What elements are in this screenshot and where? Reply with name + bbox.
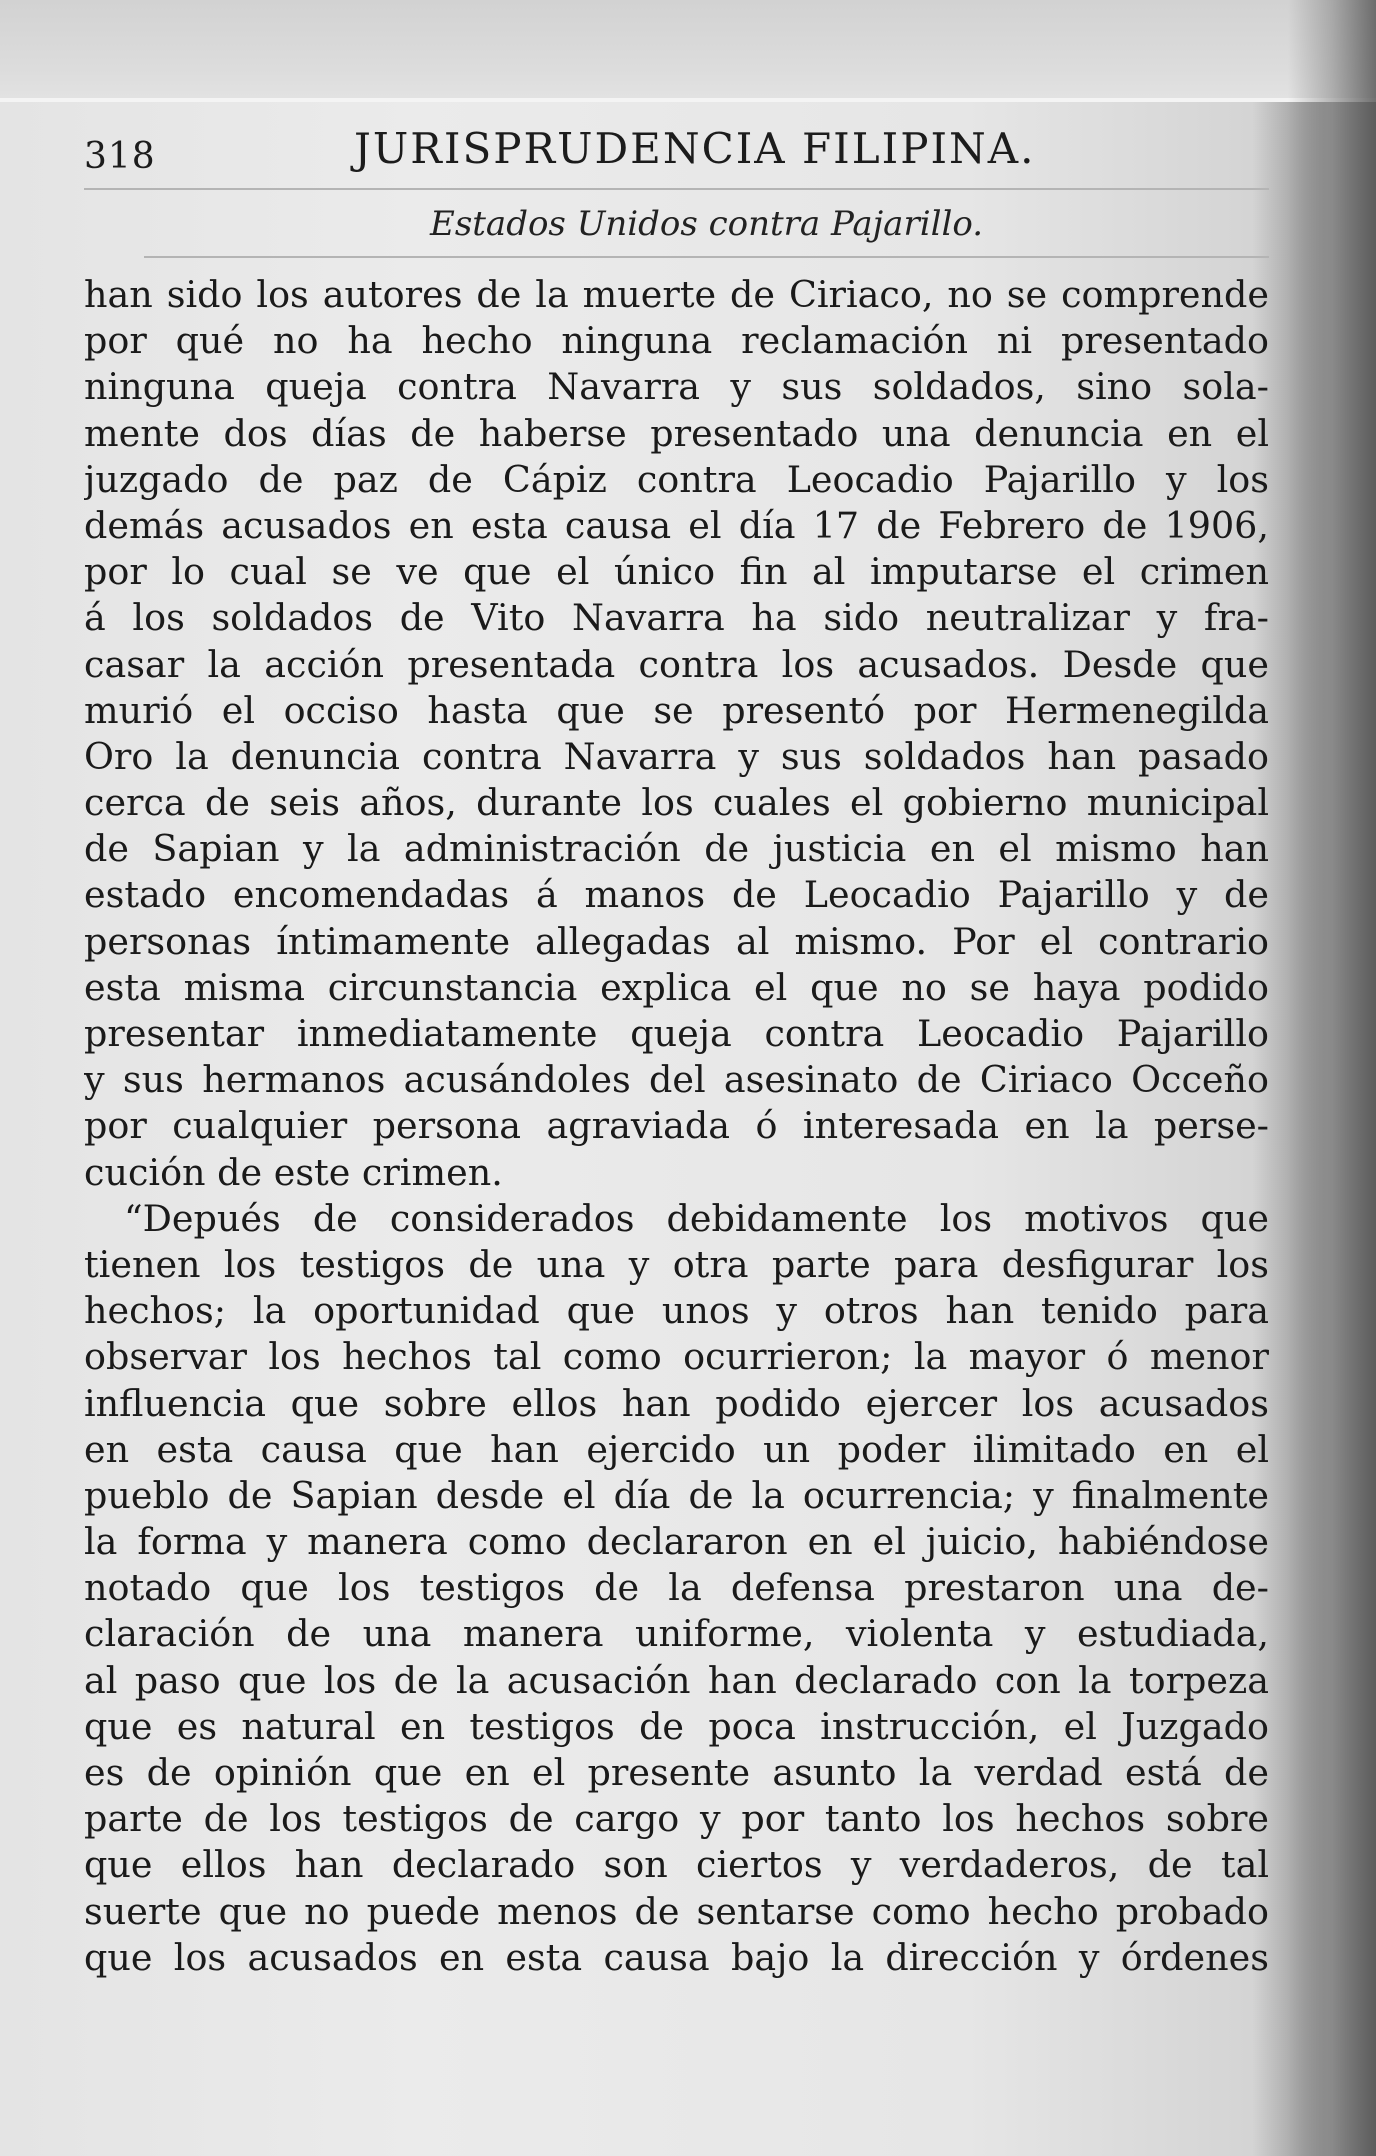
- text-line: de Sapian y la administración de justicia en el mismo han: [84, 827, 1269, 871]
- text-line: por cualquier persona agraviada ó interesada en la perse-: [84, 1104, 1269, 1148]
- case-title: Estados Unidos contra Pajarillo.: [144, 190, 1269, 258]
- text-line: personas íntimamente allegadas al mismo. Por el contrario: [84, 919, 1269, 963]
- text-line: mente dos días de haberse presentado una denuncia en el: [84, 411, 1269, 455]
- text-line: por qué no ha hecho ninguna reclamación ni presentado: [84, 319, 1269, 363]
- text-line: cución de este crimen.: [84, 1150, 503, 1194]
- page-content: [84, 118, 1269, 1981]
- text-line: murió el occiso hasta que se presentó por Hermenegilda: [84, 688, 1269, 732]
- text-line: por lo cual se ve que el único fin al imputarse el crimen: [84, 550, 1269, 594]
- text-line: casar la acción presentada contra los acusados. Desde que: [84, 642, 1269, 686]
- text-line: notado que los testigos de la defensa prestaron una de-: [84, 1566, 1269, 1610]
- page-number: 318: [84, 136, 156, 177]
- text-line: es de opinión que en el presente asunto la verdad está de: [84, 1751, 1269, 1794]
- text-line: que los acusados en esta causa bajo la dirección y órdenes: [84, 1935, 1269, 1979]
- text-line: parte de los testigos de cargo y por tanto los hechos sobre: [84, 1797, 1269, 1841]
- text-line: observar los hechos tal como ocurrieron; la mayor ó menor: [84, 1335, 1269, 1379]
- text-line: demás acusados en esta causa el día 17 de Febrero de 1906,: [84, 503, 1269, 547]
- text-line: juzgado de paz de Cápiz contra Leocadio Pajarillo y los: [84, 457, 1269, 501]
- text-line: hechos; la oportunidad que unos y otros han tenido para: [84, 1289, 1269, 1333]
- page-header: [84, 118, 1269, 190]
- text-line: han sido los autores de la muerte de Ciriaco, no se comprende: [84, 273, 1269, 316]
- text-line: que ellos han declarado son ciertos y verdaderos, de tal: [84, 1843, 1269, 1887]
- text-line: suerte que no puede menos de sentarse como hecho probado: [84, 1889, 1269, 1933]
- text-line: estado encomendadas á manos de Leocadio Pajarillo y de: [84, 873, 1269, 917]
- text-line: Oro la denuncia contra Navarra y sus soldados han pasado: [84, 734, 1269, 778]
- text-line: “Depués de considerados debidamente los motivos que: [124, 1196, 1269, 1240]
- text-line: que es natural en testigos de poca instrucción, el Juzgado: [84, 1704, 1269, 1748]
- running-title: JURISPRUDENCIA FILIPINA.: [354, 124, 1036, 173]
- text-line: presentar inmediatamente queja contra Leocadio Pajarillo: [84, 1012, 1269, 1055]
- text-line: y sus hermanos acusándoles del asesinato de Ciriaco Occeño: [84, 1058, 1269, 1102]
- text-line: á los soldados de Vito Navarra ha sido neutralizar y fra-: [84, 596, 1269, 640]
- scan-top-margin: [0, 0, 1376, 98]
- text-line: tienen los testigos de una y otra parte para desfigurar los: [84, 1242, 1269, 1286]
- text-line: ninguna queja contra Navarra y sus soldados, sino sola-: [84, 365, 1269, 409]
- book-gutter-shadow: [1288, 0, 1376, 2156]
- body-text: [84, 272, 1269, 1981]
- text-line: cerca de seis años, durante los cuales el gobierno municipal: [84, 781, 1269, 825]
- text-line: claración de una manera uniforme, violenta y estudiada,: [84, 1612, 1269, 1656]
- text-line: esta misma circunstancia explica el que no se haya podido: [84, 965, 1269, 1009]
- text-line: en esta causa que han ejercido un poder ilimitado en el: [84, 1427, 1269, 1471]
- text-line: la forma y manera como declararon en el juicio, habiéndose: [84, 1520, 1269, 1564]
- text-line: al paso que los de la acusación han declarado con la torpeza: [84, 1658, 1269, 1702]
- text-line: influencia que sobre ellos han podido ejercer los acusados: [84, 1381, 1269, 1425]
- text-line: pueblo de Sapian desde el día de la ocurrencia; y finalmente: [84, 1473, 1269, 1517]
- page-top-edge: [0, 98, 1376, 102]
